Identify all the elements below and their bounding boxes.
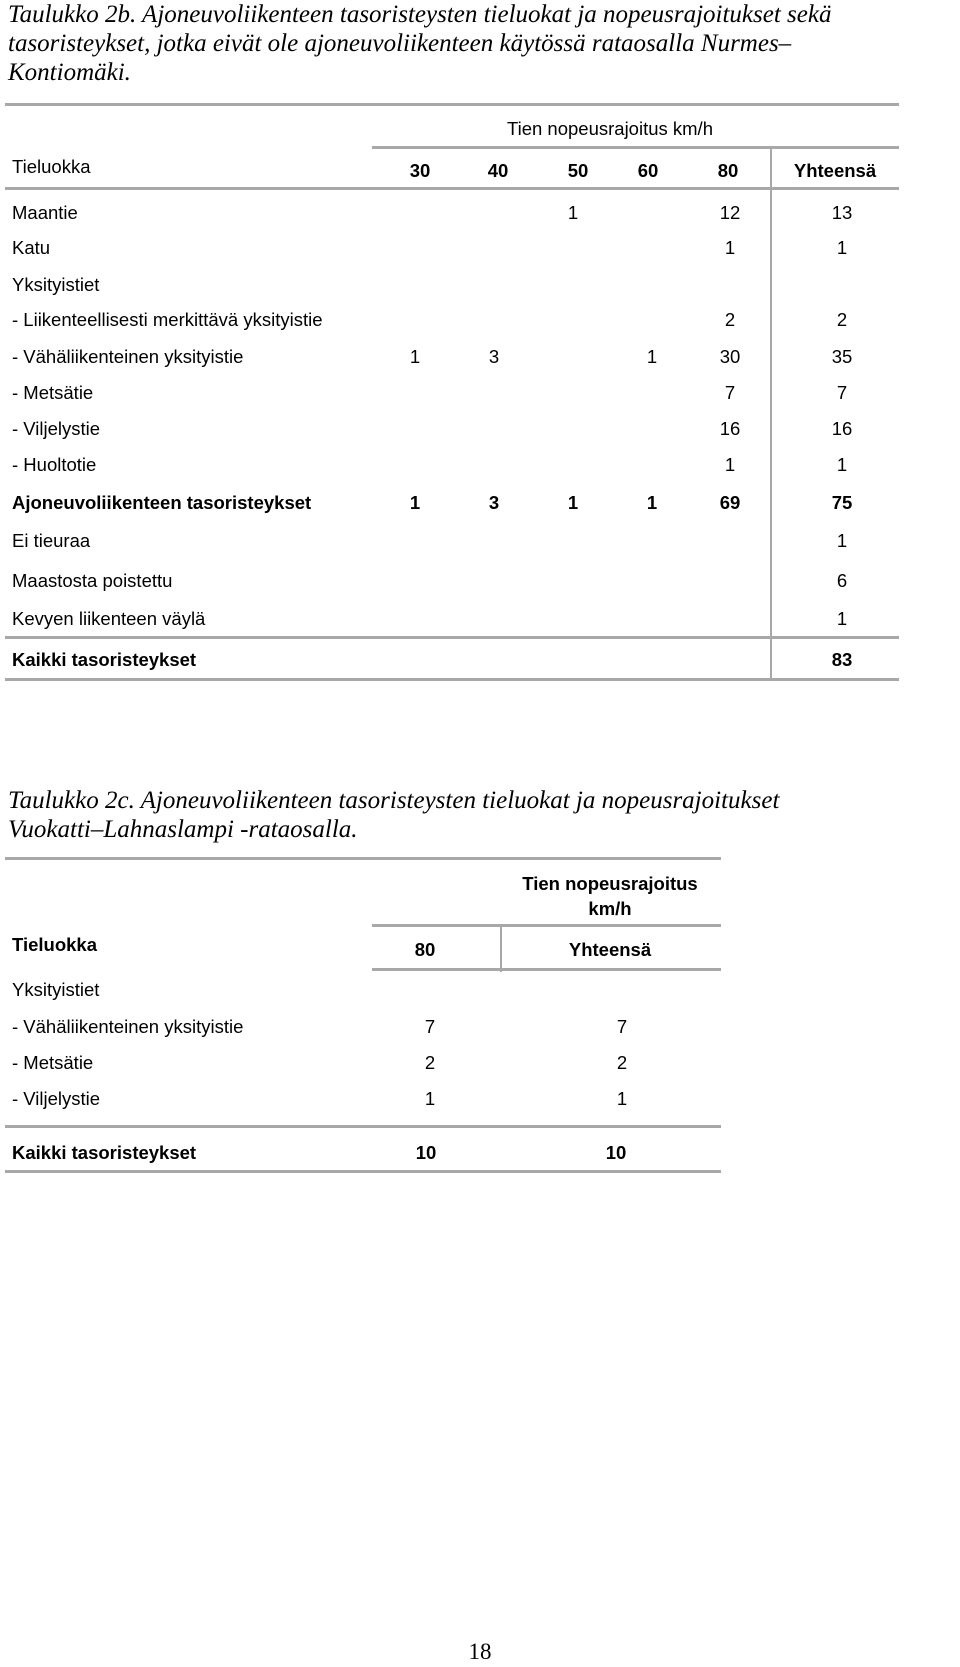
table-bottom-rule xyxy=(5,678,899,681)
cell-total: 7 xyxy=(616,1016,628,1037)
row-label: - Viljelystie xyxy=(12,1088,101,1109)
cell-total: 16 xyxy=(831,418,853,439)
cell-80: 2 xyxy=(724,309,736,330)
column-group-rule xyxy=(372,146,899,149)
cell-30: 1 xyxy=(409,346,421,367)
column-group-header-line: Tien nopeusrajoitus xyxy=(522,873,698,894)
cell-total: 1 xyxy=(836,608,848,629)
cell-total: 2 xyxy=(616,1052,628,1073)
caption-line: tasoristeykset, jotka eivät ole ajoneuvoliikenteen käytössä rataosalla Nurmes– xyxy=(8,30,792,57)
column-group-header: Tien nopeusrajoitus km/h xyxy=(506,118,713,139)
row-label: Kaikki tasoristeykset xyxy=(12,1142,197,1163)
row-label: Kaikki tasoristeykset xyxy=(12,649,197,670)
cell-total: 7 xyxy=(836,382,848,403)
cell-total: 1 xyxy=(616,1088,628,1109)
table-bottom-rule xyxy=(5,1170,721,1173)
cell-50: 1 xyxy=(567,202,579,223)
row-label: Ei tieuraa xyxy=(12,530,91,551)
total-row-rule xyxy=(5,1125,721,1128)
column-header-80: 80 xyxy=(414,939,436,960)
column-group-rule xyxy=(372,924,721,927)
caption-line: Taulukko 2c. Ajoneuvoliikenteen tasoristeysten tieluokat ja nopeusrajoitukset xyxy=(8,787,780,814)
row-label: - Metsätie xyxy=(12,1052,94,1073)
header-bottom-rule xyxy=(372,968,721,971)
column-header-total: Yhteensä xyxy=(793,160,877,181)
cell-80: 2 xyxy=(424,1052,436,1073)
row-header: Tieluokka xyxy=(12,156,91,177)
cell-80: 16 xyxy=(719,418,741,439)
cell-80: 7 xyxy=(424,1016,436,1037)
row-label: - Huoltotie xyxy=(12,454,97,475)
caption-line: Kontiomäki. xyxy=(8,59,131,86)
column-header-40: 40 xyxy=(487,160,509,181)
row-label: - Vähäliikenteinen yksityistie xyxy=(12,1016,244,1037)
column-separator xyxy=(500,926,502,972)
cell-50: 1 xyxy=(567,492,579,513)
caption-line: Taulukko 2b. Ajoneuvoliikenteen tasoristeysten tieluokat ja nopeusrajoitukset sekä xyxy=(8,1,832,28)
column-header-50: 50 xyxy=(567,160,589,181)
cell-80: 12 xyxy=(719,202,741,223)
cell-80: 10 xyxy=(415,1142,437,1163)
cell-30: 1 xyxy=(409,492,421,513)
cell-80: 69 xyxy=(719,492,741,513)
table-2c-caption xyxy=(8,786,779,844)
row-label: Yksityistiet xyxy=(12,274,100,295)
column-group-header-line: km/h xyxy=(588,898,632,919)
cell-80: 1 xyxy=(724,237,736,258)
table-top-rule xyxy=(5,857,721,860)
caption-line: Vuokatti–Lahnaslampi -rataosalla. xyxy=(8,816,358,843)
row-label: Kevyen liikenteen väylä xyxy=(12,608,206,629)
row-label: - Vähäliikenteinen yksityistie xyxy=(12,346,244,367)
column-header-total: Yhteensä xyxy=(568,939,652,960)
page-number: 18 xyxy=(468,1639,492,1664)
cell-40: 3 xyxy=(488,346,500,367)
cell-80: 1 xyxy=(424,1088,436,1109)
cell-total: 6 xyxy=(836,570,848,591)
cell-total: 13 xyxy=(831,202,853,223)
cell-60: 1 xyxy=(646,492,658,513)
cell-total: 35 xyxy=(831,346,853,367)
table-top-rule xyxy=(5,103,899,106)
row-label: Katu xyxy=(12,237,51,258)
cell-total: 1 xyxy=(836,454,848,475)
row-label: Yksityistiet xyxy=(12,979,100,1000)
cell-80: 30 xyxy=(719,346,741,367)
row-header: Tieluokka xyxy=(12,934,98,955)
cell-80: 1 xyxy=(724,454,736,475)
column-header-80: 80 xyxy=(717,160,739,181)
cell-40: 3 xyxy=(488,492,500,513)
row-label: - Viljelystie xyxy=(12,418,101,439)
cell-total: 75 xyxy=(831,492,853,513)
cell-60: 1 xyxy=(646,346,658,367)
row-label: Maantie xyxy=(12,202,78,223)
total-column-separator xyxy=(770,148,772,680)
header-bottom-rule xyxy=(5,187,899,190)
row-label: Ajoneuvoliikenteen tasoristeykset xyxy=(12,492,312,513)
row-label: - Liikenteellisesti merkittävä yksityistie xyxy=(12,309,323,330)
column-header-30: 30 xyxy=(409,160,431,181)
column-header-60: 60 xyxy=(637,160,659,181)
table-2b-caption xyxy=(8,0,831,87)
cell-80: 7 xyxy=(724,382,736,403)
cell-total: 1 xyxy=(836,237,848,258)
cell-total: 83 xyxy=(831,649,853,670)
cell-total: 2 xyxy=(836,309,848,330)
total-row-rule xyxy=(5,636,899,639)
row-label: Maastosta poistettu xyxy=(12,570,173,591)
row-label: - Metsätie xyxy=(12,382,94,403)
cell-total: 10 xyxy=(605,1142,627,1163)
cell-total: 1 xyxy=(836,530,848,551)
